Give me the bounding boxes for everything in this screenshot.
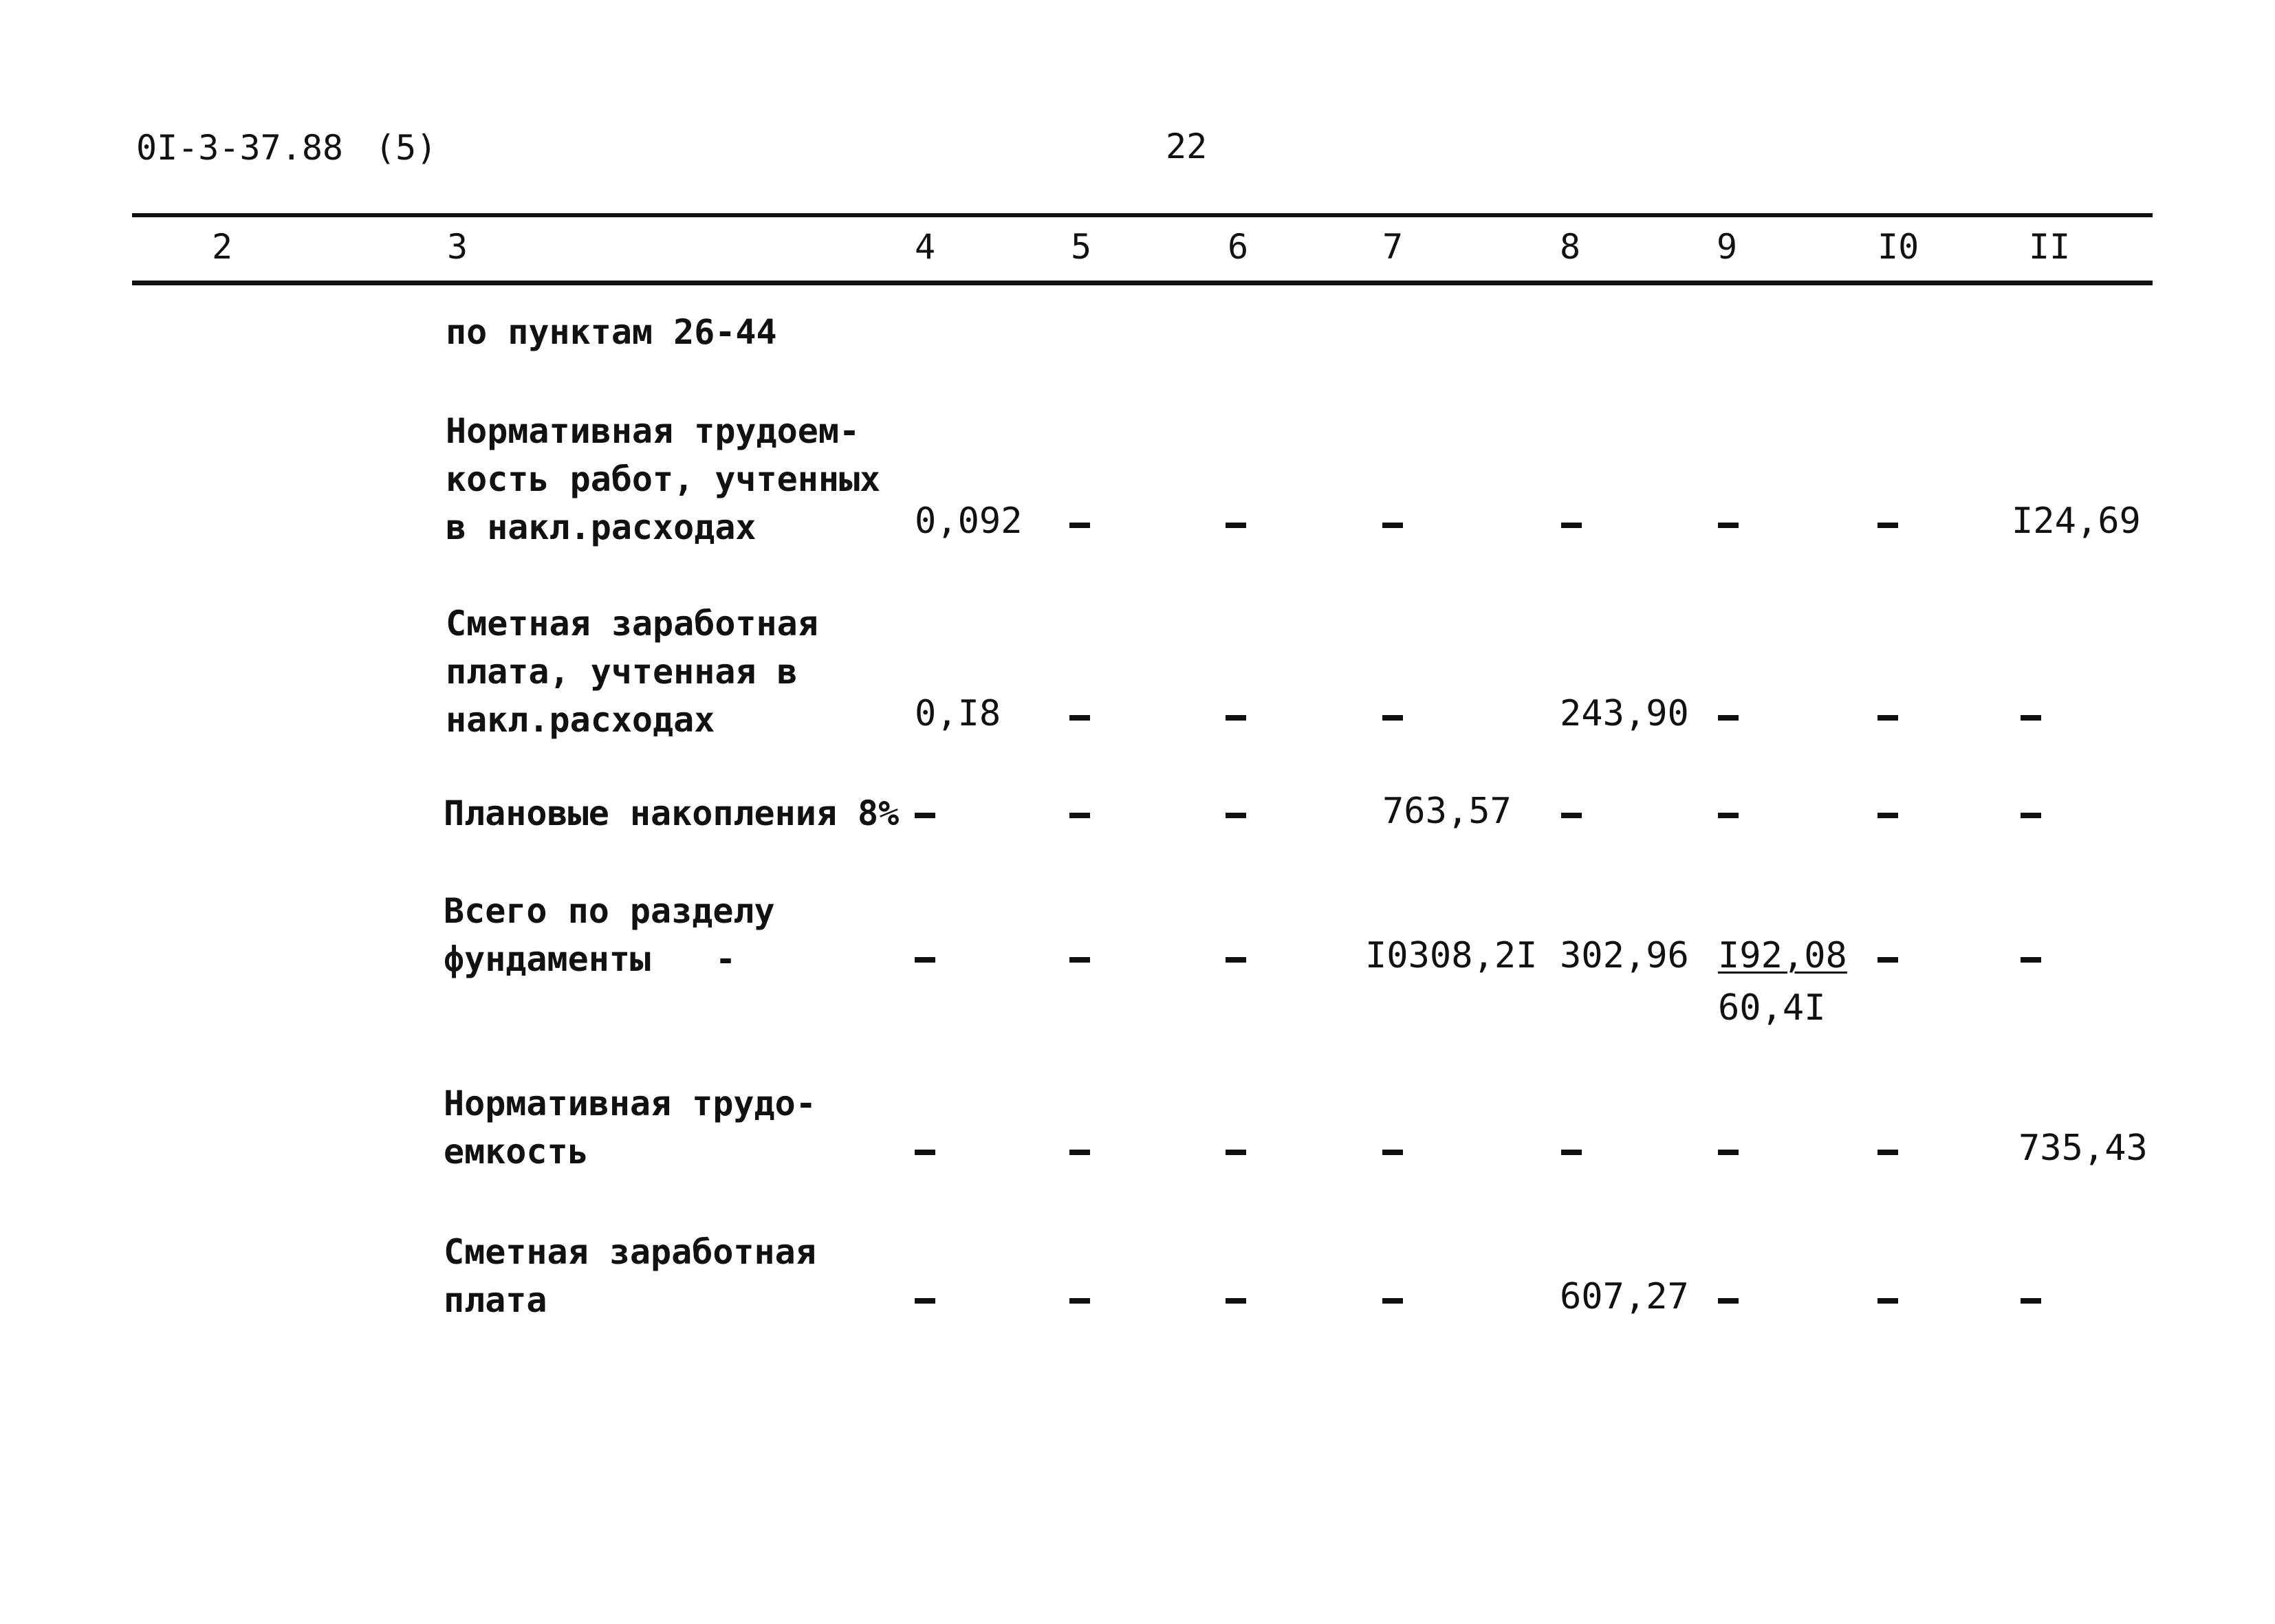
column-header-4: 4: [915, 227, 936, 267]
column-header-5: 5: [1071, 227, 1092, 267]
dash-col9: [1718, 813, 1739, 818]
dash-col5: [1069, 1298, 1090, 1304]
dash-col7: [1382, 523, 1403, 528]
dash-col10: [1877, 957, 1898, 963]
dash-col4: [915, 1298, 935, 1304]
cell-col8: 302,96: [1560, 935, 1689, 976]
row-label-dash: -: [715, 939, 737, 979]
cell-col9-numerator: I92,08: [1718, 935, 1847, 976]
column-header-6: 6: [1228, 227, 1249, 267]
dash-col10: [1877, 813, 1898, 818]
column-header-9: 9: [1717, 227, 1738, 267]
dash-col4: [915, 813, 935, 818]
dash-col7: [1382, 715, 1403, 721]
document-code: 0I-3-37.88: [136, 128, 344, 168]
dash-col6: [1226, 1150, 1246, 1155]
cell-col11: 735,43: [2018, 1128, 2148, 1169]
row-label: Всего по разделу фундаменты: [444, 891, 775, 979]
dash-col10: [1877, 715, 1898, 721]
row-label: Плановые накопления 8%: [444, 793, 900, 833]
column-header-2: 2: [212, 227, 233, 267]
dash-col7: [1382, 1298, 1403, 1304]
cell-col8: 243,90: [1560, 693, 1689, 734]
dash-col8: [1561, 1150, 1582, 1155]
dash-col9: [1718, 1150, 1739, 1155]
row-label: Сметная заработная плата, учтенная в накл.расходах: [446, 604, 818, 740]
dash-col4: [915, 957, 935, 963]
cell-col8: 607,27: [1560, 1276, 1689, 1317]
dash-col6: [1226, 1298, 1246, 1304]
cell-col7: 763,57: [1382, 791, 1512, 832]
cell-col9-denominator: 60,4I: [1718, 987, 1826, 1029]
dash-col5: [1069, 523, 1090, 528]
dash-col5: [1069, 715, 1090, 721]
dash-col10: [1877, 1150, 1898, 1155]
dash-col5: [1069, 1150, 1090, 1155]
dash-col4: [915, 1150, 935, 1155]
column-header-7: 7: [1382, 227, 1404, 267]
section-heading: по пунктам 26-44: [446, 312, 777, 352]
dash-col6: [1226, 813, 1246, 818]
table-top-rule: [132, 213, 2153, 217]
cell-col4: 0,092: [915, 501, 1023, 542]
dash-col9: [1718, 1298, 1739, 1304]
document-issue: (5): [375, 128, 437, 168]
dash-col5: [1069, 957, 1090, 963]
dash-col11: [2021, 813, 2041, 818]
table-header-rule: [132, 281, 2153, 285]
cell-col11: I24,69: [2012, 501, 2141, 542]
row-label: Нормативная трудо- емкость: [444, 1084, 816, 1172]
dash-col11: [2021, 715, 2041, 721]
dash-col6: [1226, 715, 1246, 721]
page-number: 22: [1166, 127, 1208, 166]
dash-col10: [1877, 523, 1898, 528]
column-header-10: I0: [1877, 227, 1919, 267]
dash-col8: [1561, 523, 1582, 528]
dash-col11: [2021, 1298, 2041, 1304]
column-header-11: II: [2029, 227, 2071, 267]
cell-col7: I0308,2I: [1365, 935, 1538, 976]
dash-col6: [1226, 523, 1246, 528]
dash-col5: [1069, 813, 1090, 818]
dash-col6: [1226, 957, 1246, 963]
dash-col11: [2021, 957, 2041, 963]
dash-col7: [1382, 1150, 1403, 1155]
dash-col9: [1718, 523, 1739, 528]
row-label: Нормативная трудоем- кость работ, учтенных в накл.расходах: [446, 411, 881, 547]
column-header-8: 8: [1560, 227, 1581, 267]
dash-col9: [1718, 715, 1739, 721]
dash-col10: [1877, 1298, 1898, 1304]
column-header-3: 3: [447, 227, 468, 267]
row-label: Сметная заработная плата: [444, 1232, 816, 1320]
cell-col4: 0,I8: [915, 693, 1001, 734]
dash-col8: [1561, 813, 1582, 818]
